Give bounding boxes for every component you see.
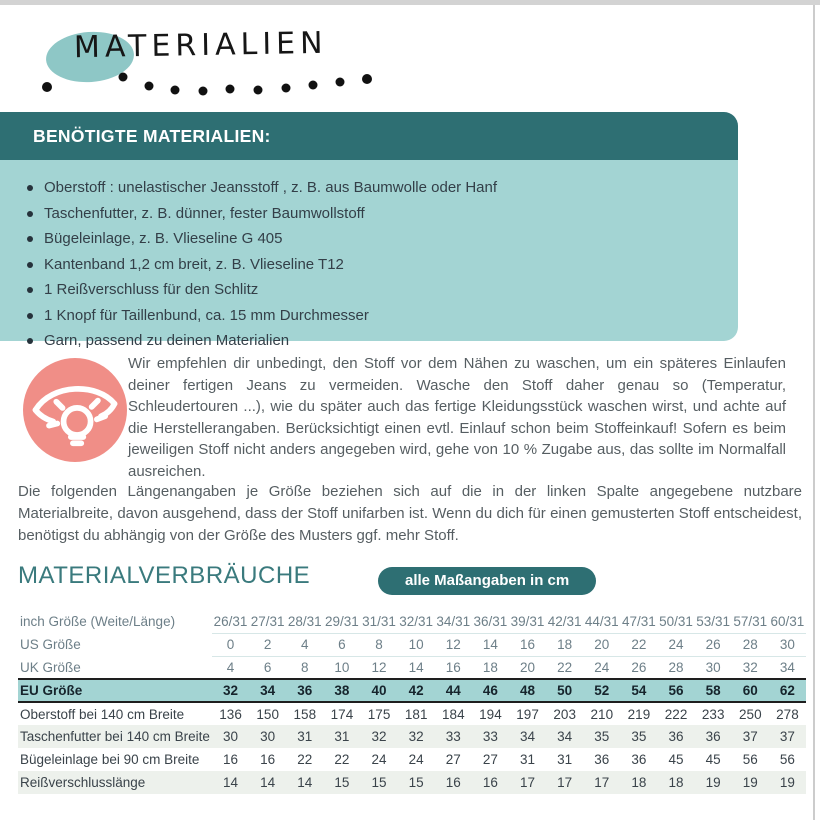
table-cell: 8 [286, 656, 323, 679]
table-cell: 50/31 [658, 610, 695, 633]
row-label: UK Größe [20, 659, 81, 675]
table-row [18, 748, 806, 771]
table-cell: 22 [334, 752, 350, 767]
table-cell: 34 [557, 729, 573, 744]
table-cell: 37 [742, 729, 758, 744]
row-label: Taschenfutter bei 140 cm Breite [20, 729, 210, 744]
table-cell: 24 [408, 752, 424, 767]
table-cell: 16 [482, 775, 498, 790]
table-cell: 184 [442, 706, 465, 722]
table-cell: 222 [664, 706, 688, 722]
material-item: Kantenband 1,2 cm breit, z. B. Vlieseline T12 [44, 252, 718, 278]
table-cell: 26/31 [212, 610, 249, 633]
page-right-edge [813, 5, 815, 820]
table-cell: 10 [323, 656, 360, 679]
table-cell: 30 [695, 656, 732, 679]
table-cell: 24 [583, 656, 620, 679]
table-cell: 16 [223, 752, 239, 767]
table-cell: 44 [435, 679, 472, 702]
table-cell: 32/31 [398, 610, 435, 633]
table-cell: 31 [520, 752, 536, 767]
material-item: 1 Knopf für Taillenbund, ca. 15 mm Durchmesser [44, 303, 718, 329]
table-cell: 4 [212, 656, 249, 679]
table-cell: 28 [732, 633, 769, 656]
table-cell: 15 [371, 775, 387, 790]
table-cell: 34 [769, 656, 806, 679]
table-cell: 27 [445, 752, 461, 767]
row-label: Oberstoff bei 140 cm Breite [20, 706, 185, 722]
table-cell: 46 [472, 679, 509, 702]
table-cell: 150 [256, 706, 279, 722]
table-cell: 22 [620, 633, 657, 656]
table-cell: 15 [334, 775, 350, 790]
table-cell: 36 [286, 679, 323, 702]
material-item: Bügeleinlage, z. B. Vlieseline G 405 [44, 226, 718, 252]
table-cell: 56 [779, 752, 795, 767]
table-cell: 14 [398, 656, 435, 679]
consumption-table [18, 610, 806, 794]
table-cell: 26 [695, 633, 732, 656]
table-cell: 233 [701, 706, 725, 722]
table-cell: 19 [705, 775, 721, 790]
table-cell: 136 [219, 706, 242, 722]
table-cell: 36 [705, 729, 721, 744]
table-cell: 58 [695, 679, 732, 702]
table-cell: 181 [404, 706, 428, 722]
table-cell: 30 [260, 729, 276, 744]
table-cell: 194 [479, 706, 502, 722]
units-badge: alle Maßangaben in cm [378, 567, 596, 595]
row-label: inch Größe (Weite/Länge) [20, 614, 176, 629]
table-row [18, 771, 806, 794]
table-cell: 250 [739, 706, 762, 722]
table-cell: 14 [472, 633, 509, 656]
table-cell: 42 [398, 679, 435, 702]
table-cell: 16 [445, 775, 461, 790]
table-cell: 31 [297, 729, 313, 744]
table-cell: 24 [658, 633, 695, 656]
table-cell: 210 [590, 706, 614, 722]
material-item: Oberstoff : unelastischer Jeansstoff , z. B. aus Baumwolle oder Hanf [44, 175, 718, 201]
table-row [18, 725, 806, 748]
table-cell: 8 [361, 633, 398, 656]
table-cell: 53/31 [695, 610, 732, 633]
table-cell: 22 [546, 656, 583, 679]
material-item: 1 Reißverschluss für den Schlitz [44, 277, 718, 303]
table-cell: 33 [445, 729, 461, 744]
table-cell: 17 [594, 775, 610, 790]
table-cell: 27 [482, 752, 498, 767]
table-cell: 17 [520, 775, 536, 790]
table-cell: 37 [779, 729, 795, 744]
material-item: Taschenfutter, z. B. dünner, fester Baumwollstoff [44, 201, 718, 227]
table-cell: 32 [371, 729, 387, 744]
table-cell: 45 [705, 752, 721, 767]
table-row [18, 656, 806, 679]
table-cell: 30 [223, 729, 239, 744]
table-cell: 203 [553, 706, 576, 722]
table-cell: 28/31 [286, 610, 323, 633]
table-cell: 18 [546, 633, 583, 656]
table-cell: 17 [557, 775, 573, 790]
table-cell: 16 [260, 752, 276, 767]
table-cell: 39/31 [509, 610, 546, 633]
table-cell: 175 [367, 706, 391, 722]
table-cell: 54 [620, 679, 657, 702]
table-cell: 16 [435, 656, 472, 679]
table-cell: 60 [732, 679, 769, 702]
table-cell: 20 [583, 633, 620, 656]
consumption-heading: MATERIALVERBRÄUCHE [18, 562, 311, 589]
table-cell: 62 [769, 679, 806, 702]
table-cell: 24 [371, 752, 387, 767]
table-cell: 16 [509, 633, 546, 656]
table-cell: 50 [546, 679, 583, 702]
table-cell: 34 [249, 679, 286, 702]
table-cell: 56 [658, 679, 695, 702]
table-cell: 31/31 [361, 610, 398, 633]
table-cell: 60/31 [769, 610, 806, 633]
table-cell: 18 [472, 656, 509, 679]
materials-list [0, 160, 738, 354]
materials-header [0, 112, 738, 160]
table-cell: 26 [620, 656, 657, 679]
page-top-edge [0, 0, 820, 5]
table-cell: 36 [668, 729, 684, 744]
table-cell: 57/31 [732, 610, 769, 633]
materials-list-box [0, 160, 738, 349]
washing-tip-text: Wir empfehlen dir unbedingt, den Stoff vor dem Nähen zu waschen, um ein späteres Einlaufen deiner fertigen Jeans zu vermeiden. Wasche den Stoff daher genau so (Temperatur, Schleudertouren ...), wie du später auch das fertige Kleidungsstück waschen wirst, und achte auf die Herstellerangaben. Berücksichtigt einen evtl. Einlauf schon beim Stoffeinkauf! Sofern es beim jeweiligen Stoff nicht anders angegeben wird, gehe von 10 % Zugabe aus, das sollte im Normalfall ausreichen. [128, 355, 786, 480]
material-item: Garn, passend zu deinen Materialien [44, 328, 718, 354]
table-row [18, 633, 806, 656]
table-cell: 12 [435, 633, 472, 656]
table-cell: 158 [293, 706, 317, 722]
table-cell: 14 [260, 775, 276, 790]
table-row [18, 610, 806, 633]
intro-paragraph: Die folgenden Längenangaben je Größe beziehen sich auf die in der linken Spalte angegebene nutzbare Materialbreite, davon ausgehend, dass der Stoff unifarben ist. Wenn du dich für einen gemusterten Stoff entscheidest, benötigst du abhängig von der Größe des Musters ggf. mehr Stoff. [18, 483, 802, 544]
decorative-dots [39, 70, 379, 96]
table-cell: 52 [583, 679, 620, 702]
table-cell: 29/31 [323, 610, 360, 633]
table-cell: 14 [223, 775, 239, 790]
table-cell: 32 [408, 729, 424, 744]
table-cell: 44/31 [583, 610, 620, 633]
row-label: EU Größe [18, 679, 212, 702]
table-row [18, 702, 806, 725]
table-cell: 19 [779, 775, 795, 790]
table-cell: 38 [323, 679, 360, 702]
table-cell: 174 [330, 706, 354, 722]
table-cell: 12 [361, 656, 398, 679]
table-cell: 18 [631, 775, 647, 790]
table-cell: 14 [297, 775, 313, 790]
row-label: US Größe [20, 637, 81, 652]
table-cell: 48 [509, 679, 546, 702]
table-cell: 4 [286, 633, 323, 656]
table-cell: 31 [557, 752, 573, 767]
table-cell: 31 [334, 729, 350, 744]
table-cell: 32 [732, 656, 769, 679]
table-row [18, 679, 806, 702]
table-cell: 36 [594, 752, 610, 767]
table-cell: 197 [516, 706, 539, 722]
table-cell: 40 [361, 679, 398, 702]
table-cell: 42/31 [546, 610, 583, 633]
table-cell: 18 [668, 775, 684, 790]
page-title: MATERIALIEN [73, 25, 328, 66]
table-cell: 10 [398, 633, 435, 656]
table-cell: 34 [520, 729, 536, 744]
table-cell: 32 [212, 679, 249, 702]
materials-header-label: BENÖTIGTE MATERIALIEN: [33, 126, 271, 146]
table-cell: 47/31 [620, 610, 657, 633]
table-cell: 33 [482, 729, 498, 744]
table-cell: 35 [594, 729, 610, 744]
table-cell: 36 [631, 752, 647, 767]
table-cell: 278 [776, 706, 799, 722]
eye-lightbulb-icon [23, 358, 127, 462]
table-cell: 22 [297, 752, 313, 767]
table-cell: 15 [408, 775, 424, 790]
table-cell: 35 [631, 729, 647, 744]
table-cell: 56 [742, 752, 758, 767]
table-cell: 34/31 [435, 610, 472, 633]
table-cell: 0 [212, 633, 249, 656]
table-cell: 30 [769, 633, 806, 656]
table-cell: 6 [323, 633, 360, 656]
table-cell: 6 [249, 656, 286, 679]
table-cell: 36/31 [472, 610, 509, 633]
table-cell: 2 [249, 633, 286, 656]
table-cell: 45 [668, 752, 684, 767]
row-label: Reißverschlusslänge [20, 775, 146, 790]
row-label: Bügeleinlage bei 90 cm Breite [20, 752, 200, 767]
table-cell: 28 [658, 656, 695, 679]
table-cell: 20 [509, 656, 546, 679]
table-cell: 27/31 [249, 610, 286, 633]
table-cell: 219 [627, 706, 651, 722]
table-cell: 19 [742, 775, 758, 790]
